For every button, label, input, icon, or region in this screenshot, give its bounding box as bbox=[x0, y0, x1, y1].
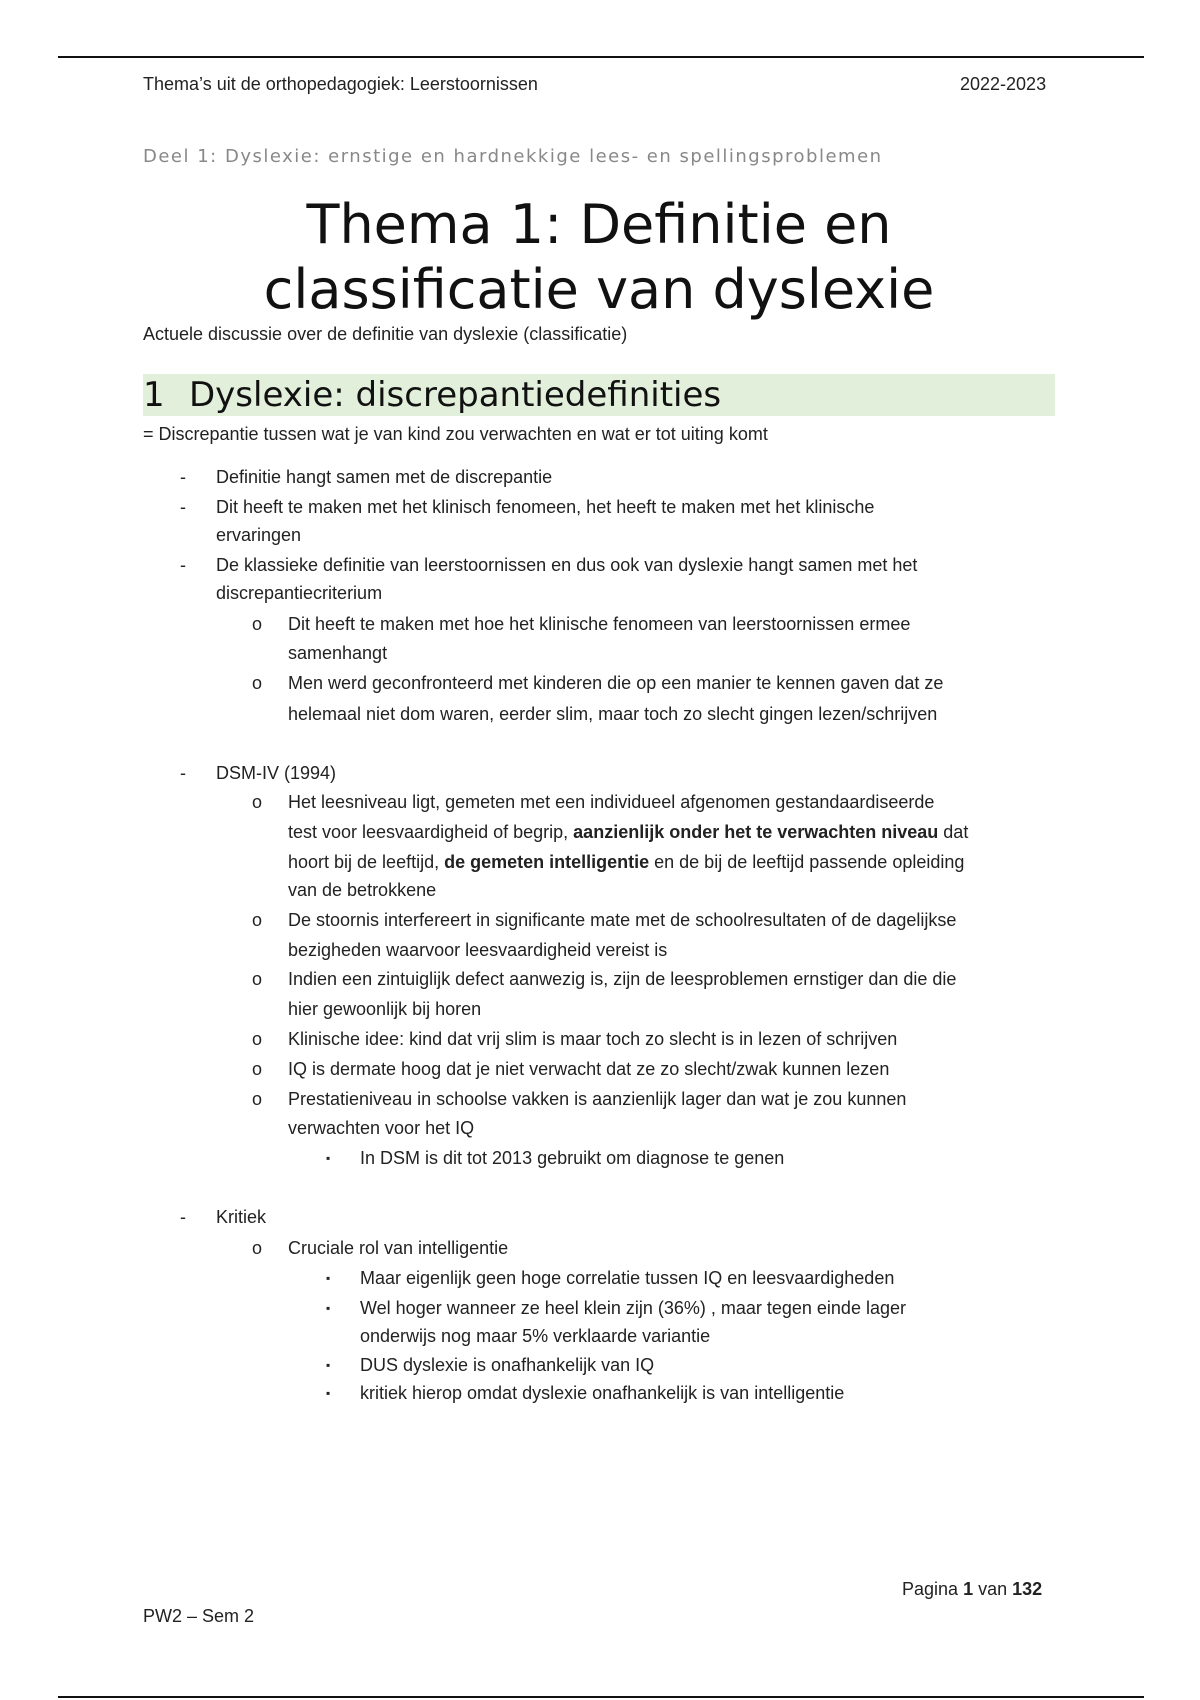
text-run: test voor leesvaardigheid of begrip, bbox=[288, 822, 574, 842]
list-item: Kritiek bbox=[216, 1207, 267, 1227]
circle-marker: o bbox=[252, 1029, 263, 1049]
dash-marker: - bbox=[180, 467, 186, 487]
list-item-cont: helemaal niet dom waren, eerder slim, maar toch zo slecht gingen lezen/schrijven bbox=[288, 704, 938, 724]
square-marker: ▪ bbox=[326, 1301, 331, 1315]
list-item-cont: bezigheden waarvoor leesvaardigheid vereist is bbox=[288, 940, 668, 960]
text-run: dat bbox=[938, 822, 969, 842]
heading-number: 1 bbox=[143, 375, 165, 415]
section-part-label: Deel 1: Dyslexie: ernstige en hardnekkige lees- en spellingsproblemen bbox=[143, 146, 883, 167]
page-prefix: Pagina bbox=[902, 1579, 964, 1599]
list-item: DSM-IV (1994) bbox=[216, 763, 337, 783]
bold-text: aanzienlijk onder het te verwachten niveau bbox=[573, 822, 939, 842]
dash-marker: - bbox=[180, 555, 186, 575]
square-marker: ▪ bbox=[326, 1358, 331, 1372]
list-item: In DSM is dit tot 2013 gebruikt om diagnose te genen bbox=[360, 1148, 785, 1168]
top-rule bbox=[58, 56, 1144, 58]
list-item: kritiek hierop omdat dyslexie onafhankelijk is van intelligentie bbox=[360, 1383, 845, 1403]
total-pages: 132 bbox=[1012, 1579, 1043, 1599]
heading-1 bbox=[143, 374, 1055, 416]
list-item: Indien een zintuiglijk defect aanwezig is, zijn de leesproblemen ernstiger dan die die bbox=[288, 969, 957, 989]
list-item: Maar eigenlijk geen hoge correlatie tussen IQ en leesvaardigheden bbox=[360, 1268, 895, 1288]
text-run: en de bij de leeftijd passende opleiding bbox=[649, 852, 965, 872]
list-item-cont: samenhangt bbox=[288, 643, 388, 663]
title-line-2: classificatie van dyslexie bbox=[263, 258, 935, 321]
bold-text: de gemeten intelligentie bbox=[444, 852, 650, 872]
circle-marker: o bbox=[252, 910, 263, 930]
list-item-cont: van de betrokkene bbox=[288, 880, 437, 900]
list-item: Cruciale rol van intelligentie bbox=[288, 1238, 509, 1258]
list-item-cont: ervaringen bbox=[216, 525, 302, 545]
list-item-cont bbox=[288, 852, 964, 873]
subtitle: Actuele discussie over de definitie van dyslexie (classificatie) bbox=[143, 324, 628, 344]
square-marker: ▪ bbox=[326, 1271, 331, 1285]
list-item: Prestatieniveau in schoolse vakken is aanzienlijk lager dan wat je zou kunnen bbox=[288, 1089, 907, 1109]
list-item: De stoornis interfereert in significante mate met de schoolresultaten of de dagelijkse bbox=[288, 910, 957, 930]
circle-marker: o bbox=[252, 792, 263, 812]
list-item-cont: onderwijs nog maar 5% verklaarde variantie bbox=[360, 1326, 711, 1346]
list-item: Definitie hangt samen met de discrepantie bbox=[216, 467, 553, 487]
dash-marker: - bbox=[180, 763, 186, 783]
title-line-1: Thema 1: Definitie en bbox=[306, 193, 892, 256]
square-marker: ▪ bbox=[326, 1151, 331, 1165]
dash-marker: - bbox=[180, 497, 186, 517]
intro-text: = Discrepantie tussen wat je van kind zou verwachten en wat er tot uiting komt bbox=[143, 424, 768, 444]
circle-marker: o bbox=[252, 1238, 263, 1258]
dash-marker: - bbox=[180, 1207, 186, 1227]
circle-marker: o bbox=[252, 1059, 263, 1079]
footer-left: PW2 – Sem 2 bbox=[143, 1606, 255, 1626]
list-item: Klinische idee: kind dat vrij slim is maar toch zo slecht is in lezen of schrijven bbox=[288, 1029, 898, 1049]
heading-text: Dyslexie: discrepantiedefinities bbox=[189, 375, 722, 415]
circle-marker: o bbox=[252, 673, 263, 693]
list-item-cont: discrepantiecriterium bbox=[216, 583, 383, 603]
list-item-cont: verwachten voor het IQ bbox=[288, 1118, 475, 1138]
circle-marker: o bbox=[252, 969, 263, 989]
page-number bbox=[902, 1579, 1042, 1600]
header-right: 2022-2023 bbox=[960, 74, 1047, 94]
text-run: hoort bij de leeftijd, bbox=[288, 852, 445, 872]
list-item: Men werd geconfronteerd met kinderen die op een manier te kennen gaven dat ze bbox=[288, 673, 944, 693]
list-item: IQ is dermate hoog dat je niet verwacht dat ze zo slecht/zwak kunnen lezen bbox=[288, 1059, 890, 1079]
current-page: 1 bbox=[963, 1579, 974, 1599]
list-item: Wel hoger wanneer ze heel klein zijn (36%) , maar tegen einde lager bbox=[360, 1298, 906, 1318]
list-item: De klassieke definitie van leerstoornissen en dus ook van dyslexie hangt samen met het bbox=[216, 555, 918, 575]
circle-marker: o bbox=[252, 614, 263, 634]
page-mid: van bbox=[973, 1579, 1013, 1599]
bottom-rule bbox=[58, 1696, 1144, 1698]
list-item: DUS dyslexie is onafhankelijk van IQ bbox=[360, 1355, 655, 1375]
circle-marker: o bbox=[252, 1089, 263, 1109]
list-item: Het leesniveau ligt, gemeten met een individueel afgenomen gestandaardiseerde bbox=[288, 792, 935, 812]
page-title bbox=[143, 192, 1055, 322]
list-item: Dit heeft te maken met hoe het klinische fenomeen van leerstoornissen ermee bbox=[288, 614, 911, 634]
list-item: Dit heeft te maken met het klinisch fenomeen, het heeft te maken met het klinische bbox=[216, 497, 875, 517]
list-item-cont: hier gewoonlijk bij horen bbox=[288, 999, 482, 1019]
square-marker: ▪ bbox=[326, 1386, 331, 1400]
header-left: Thema’s uit de orthopedagogiek: Leerstoornissen bbox=[143, 74, 538, 94]
list-item-cont bbox=[288, 822, 968, 843]
